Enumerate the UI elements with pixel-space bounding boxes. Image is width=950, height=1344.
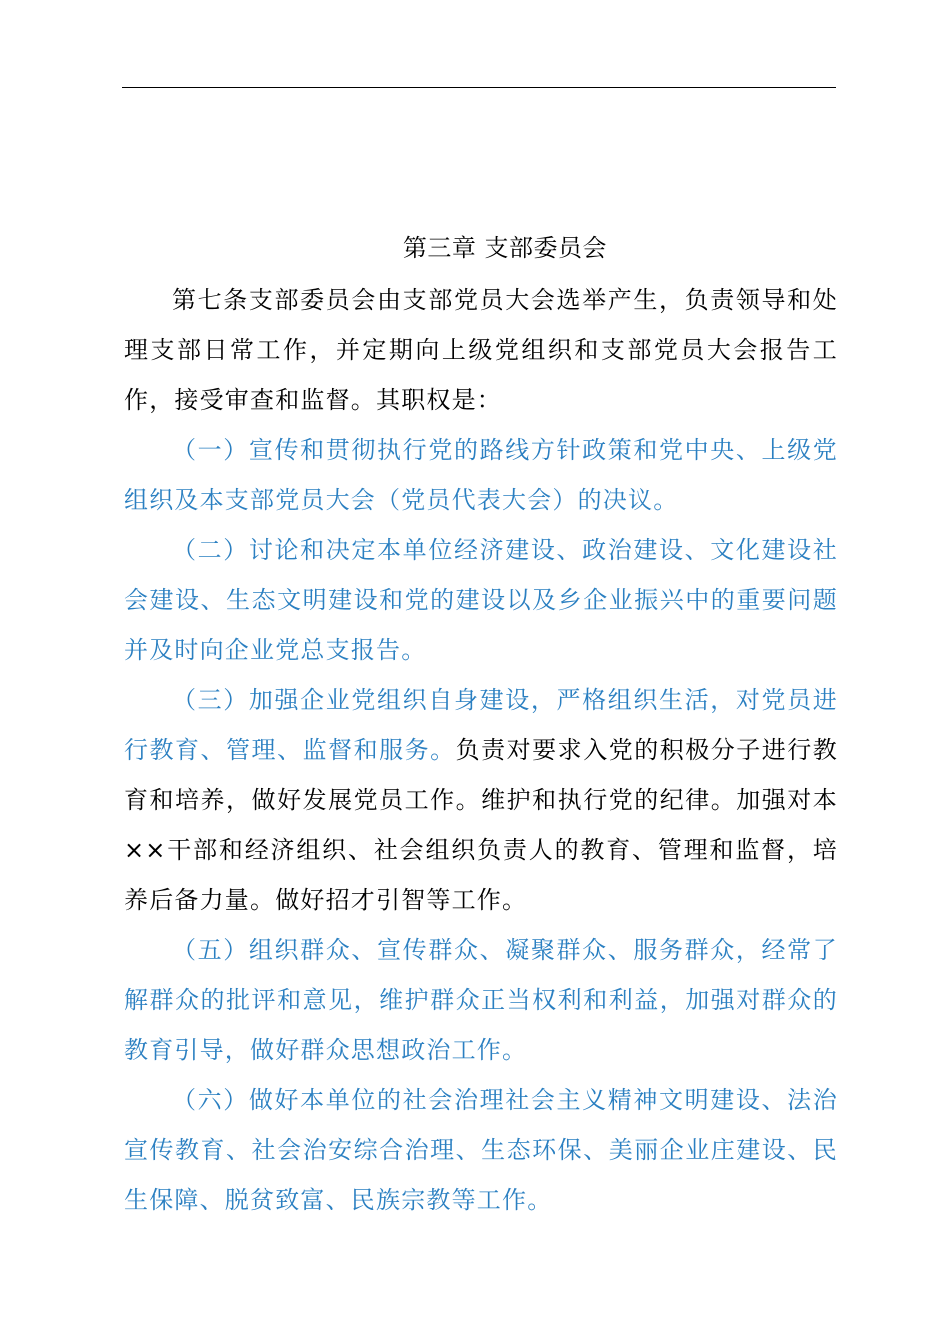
- duty-item-3: [124, 675, 838, 925]
- duty-item-6: （六）做好本单位的社会治理社会主义精神文明建设、法治宣传教育、社会治安综合治理、生态环保、美丽企业庄建设、民生保障、脱贫致富、民族宗教等工作。: [124, 1086, 838, 1214]
- duty-item-2: （二）讨论和决定本单位经济建设、政治建设、文化建设社会建设、生态文明建设和党的建设以及乡企业振兴中的重要问题并及时向企业党总支报告。: [124, 536, 838, 664]
- duty-item-3-black-part: 负责对要求入党的积极分子进行教育和培养，做好发展党员工作。维护和执行党的纪律。加强对本××干部和经济组织、社会组织负责人的教育、管理和监督，培养后备力量。做好招才引智等工作。: [124, 736, 838, 914]
- article-7-paragraph: 第七条支部委员会由支部党员大会选举产生，负责领导和处理支部日常工作，并定期向上级党组织和支部党员大会报告工作，接受审查和监督。其职权是：: [124, 286, 838, 414]
- chapter-title: 第三章 支部委员会: [402, 234, 608, 262]
- duty-item-3-blue-part: （三）加强企业党组织自身建设，严格组织生活，对党员进行教育、管理、监督和服务。: [124, 686, 838, 764]
- duty-item-1: （一）宣传和贯彻执行党的路线方针政策和党中央、上级党组织及本支部党员大会（党员代表大会）的决议。: [124, 436, 838, 514]
- document-body: [124, 275, 838, 1225]
- header-rule: [122, 87, 836, 88]
- duty-item-5: （五）组织群众、宣传群众、凝聚群众、服务群众，经常了解群众的批评和意见，维护群众正当权利和利益，加强对群众的教育引导，做好群众思想政治工作。: [124, 936, 838, 1064]
